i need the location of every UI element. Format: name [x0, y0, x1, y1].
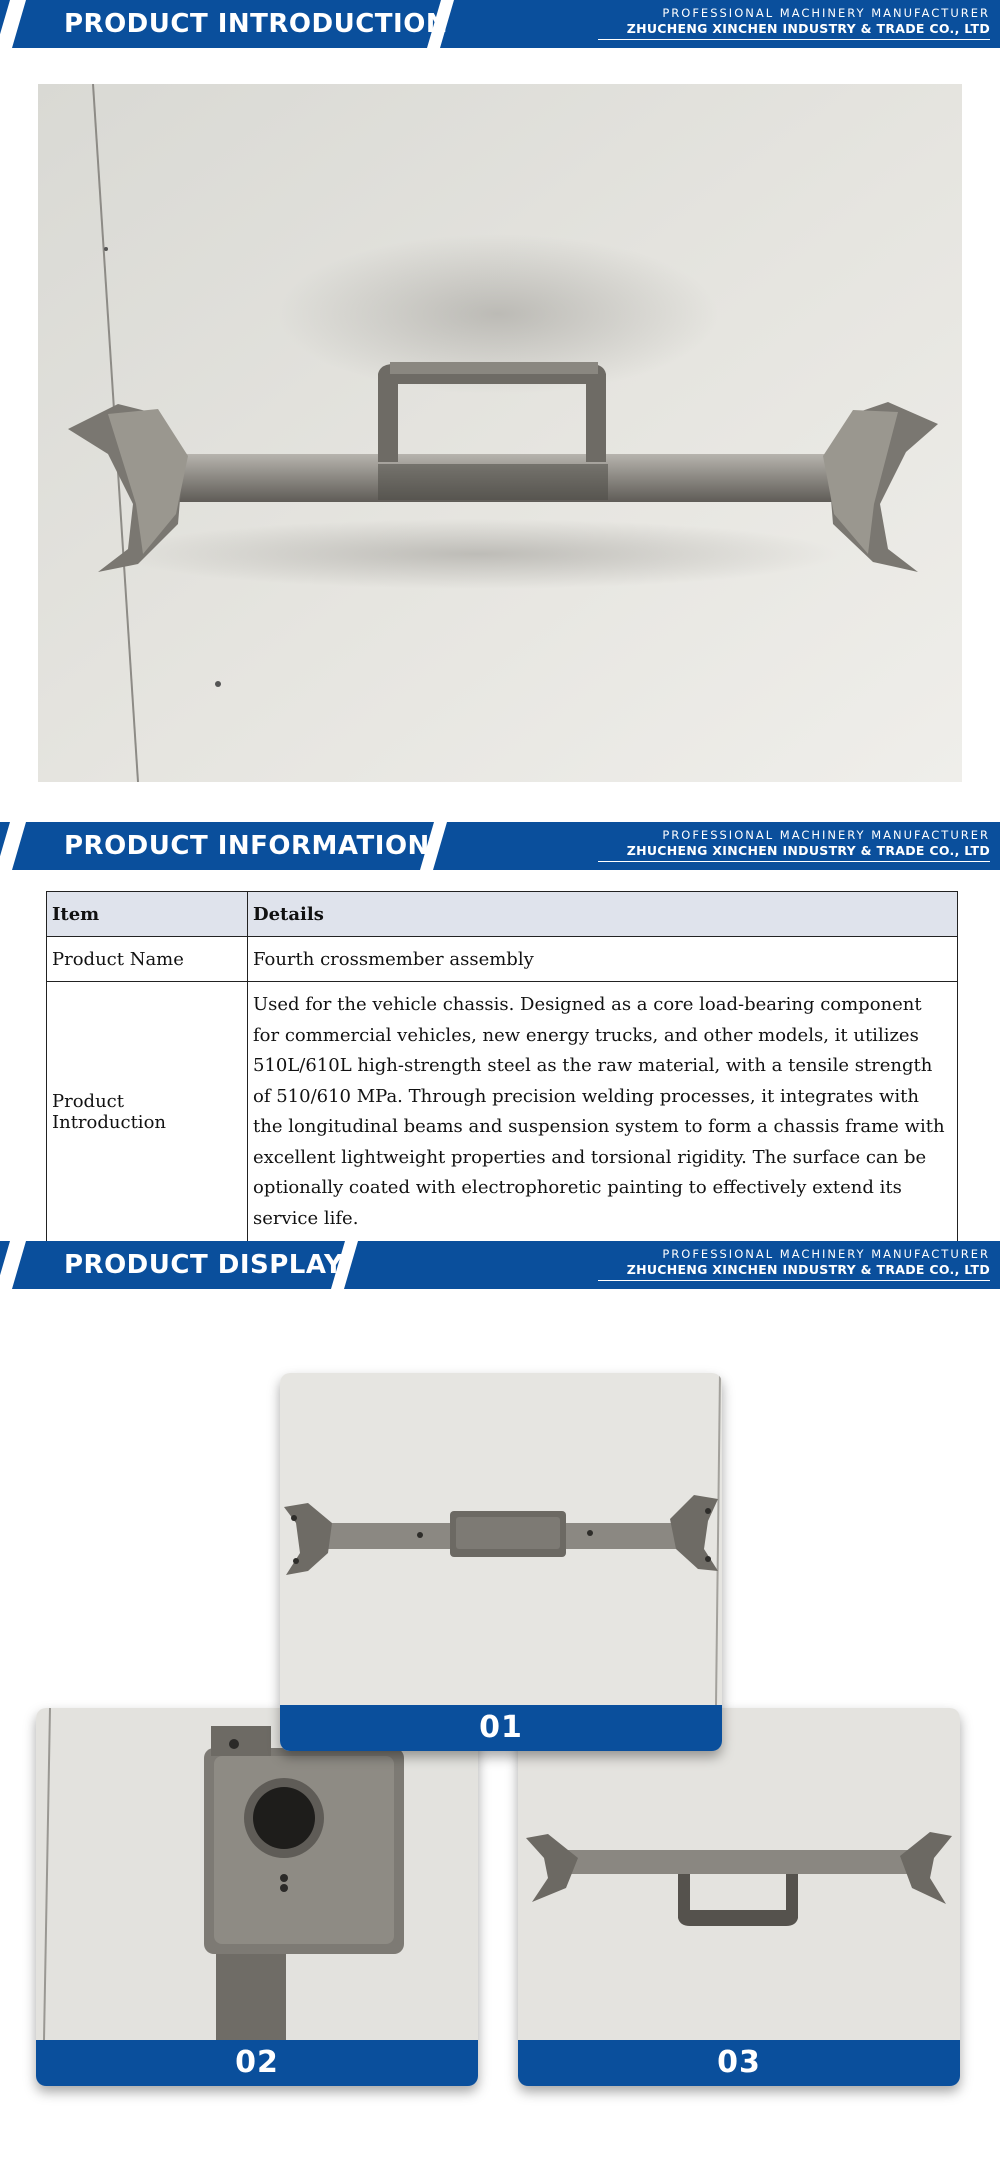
- section-banner-information: [0, 822, 1000, 870]
- display-card-03: [518, 1708, 960, 2086]
- brand-tagline: PROFESSIONAL MACHINERY MANUFACTURER: [662, 6, 990, 20]
- section-title: PRODUCT INFORMATION: [64, 831, 430, 861]
- section-title: PRODUCT INTRODUCTION: [64, 9, 449, 39]
- row-item: Product Introduction: [47, 982, 248, 1243]
- product-photo: [518, 1708, 960, 2040]
- section-banner-display: [0, 1241, 1000, 1289]
- product-info-table: [46, 891, 958, 1243]
- column-header-details: Details: [248, 892, 958, 937]
- column-header-item: Item: [47, 892, 248, 937]
- table-row: [47, 982, 958, 1243]
- table-row: [47, 937, 958, 982]
- product-photo: [280, 1373, 722, 1705]
- banner-rule: [598, 1280, 990, 1281]
- card-label: 03: [518, 2040, 960, 2086]
- section-banner-introduction: [0, 0, 1000, 48]
- card-label: 01: [280, 1705, 722, 1751]
- brand-company: ZHUCHENG XINCHEN INDUSTRY & TRADE CO., LTD: [626, 21, 990, 36]
- card-label: 02: [36, 2040, 478, 2086]
- product-photo: [36, 1708, 478, 2040]
- display-card-02: [36, 1708, 478, 2086]
- brand-company: ZHUCHENG XINCHEN INDUSTRY & TRADE CO., LTD: [626, 1262, 990, 1277]
- product-main-photo: [38, 84, 962, 782]
- brand-tagline: PROFESSIONAL MACHINERY MANUFACTURER: [662, 1247, 990, 1261]
- brand-tagline: PROFESSIONAL MACHINERY MANUFACTURER: [662, 828, 990, 842]
- table-header-row: [47, 892, 958, 937]
- section-title: PRODUCT DISPLAY: [64, 1250, 344, 1280]
- display-card-01: [280, 1373, 722, 1751]
- row-details: Fourth crossmember assembly: [248, 937, 958, 982]
- brand-company: ZHUCHENG XINCHEN INDUSTRY & TRADE CO., LTD: [626, 843, 990, 858]
- banner-rule: [598, 861, 990, 862]
- row-item: Product Name: [47, 937, 248, 982]
- banner-rule: [598, 39, 990, 40]
- row-details: Used for the vehicle chassis. Designed as a core load-bearing component for commercial vehicles, new energy trucks, and other models, it utilizes 510L/610L high-strength steel as the raw material, with a tensile strength of 510/610 MPa. Through precision welding processes, it integrates with the longitudinal beams and suspension system to form a chassis frame with excellent lightweight properties and torsional rigidity. The surface can be optionally coated with electrophoretic painting to effectively extend its service life.: [248, 982, 958, 1243]
